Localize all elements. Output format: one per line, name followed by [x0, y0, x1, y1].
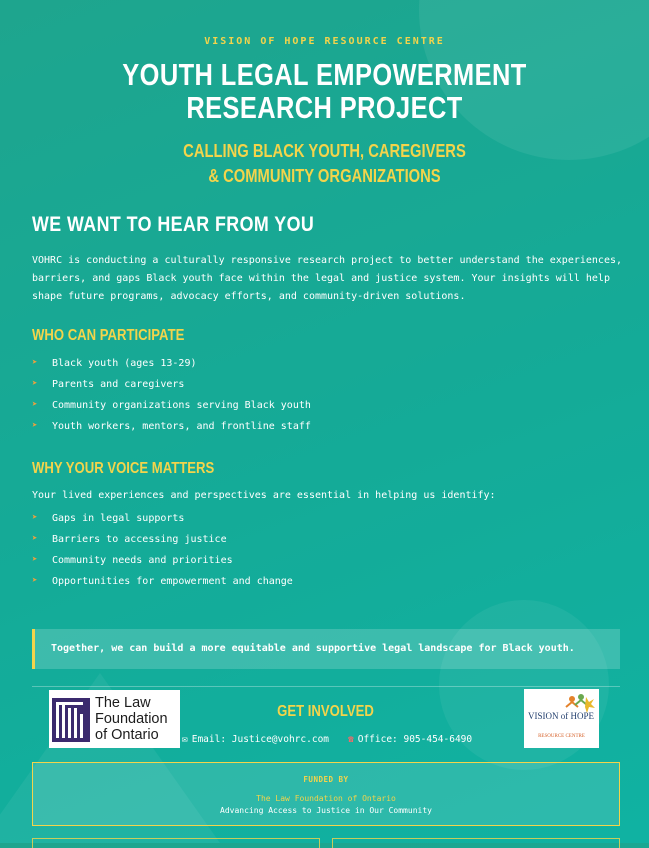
bottom-card-right	[332, 838, 620, 848]
arrow-right-icon: ➤	[32, 358, 38, 368]
funder-name: The Law Foundation of Ontario	[256, 794, 396, 803]
callout-text: Together, we can build a more equitable and supportive legal landscape for Black youth.	[51, 643, 575, 654]
voice-heading: WHY YOUR VOICE MATTERS	[32, 460, 215, 477]
email-contact[interactable]	[182, 734, 329, 745]
participate-list	[32, 353, 311, 437]
title-line-2: RESEARCH PROJECT	[186, 90, 463, 125]
list-item	[32, 571, 293, 592]
phone-contact[interactable]	[348, 734, 472, 745]
list-item	[32, 353, 311, 374]
intro-body: VOHRC is conducting a culturally responsive research project to better understand the experiences, barriers, and gaps Black youth face within the legal and justice system. Your insights will help shape future programs, advocacy efforts, and community-driven solutions.	[32, 255, 623, 302]
participate-heading: WHO CAN PARTICIPATE	[32, 327, 185, 344]
arrow-right-icon: ➤	[32, 421, 38, 431]
list-item	[32, 395, 311, 416]
arrow-right-icon: ➤	[32, 379, 38, 389]
intro-heading: WE WANT TO HEAR FROM YOU	[32, 213, 315, 236]
list-item	[32, 529, 293, 550]
arrow-right-icon: ➤	[32, 576, 38, 586]
org-name: VISION OF HOPE RESOURCE CENTRE	[204, 36, 445, 47]
funded-by-box	[32, 762, 620, 826]
list-item	[32, 508, 293, 529]
funder-tagline: Advancing Access to Justice in Our Community	[220, 806, 432, 815]
list-item-label: Community organizations serving Black youth	[52, 400, 311, 411]
funded-label: FUNDED BY	[303, 775, 349, 784]
list-item-label: Youth workers, mentors, and frontline staff	[52, 421, 311, 432]
law-foundation-wordmark: The Law Foundation of Ontario	[95, 695, 168, 743]
list-item-label: Opportunities for empowerment and change	[52, 576, 293, 587]
list-item-label: Gaps in legal supports	[52, 513, 185, 524]
callout-banner	[32, 629, 620, 669]
title-line-1: YOUTH LEGAL EMPOWERMENT	[122, 57, 527, 92]
list-item-label: Black youth (ages 13-29)	[52, 358, 197, 369]
email-text: Email: Justice@vohrc.com	[191, 734, 330, 745]
arrow-right-icon: ➤	[32, 513, 38, 523]
arrow-right-icon: ➤	[32, 400, 38, 410]
arrow-right-icon: ➤	[32, 555, 38, 565]
voice-lead: Your lived experiences and perspectives are essential in helping us identify:	[32, 490, 496, 501]
list-item	[32, 416, 311, 437]
subtitle	[58, 139, 590, 189]
list-item-label: Barriers to accessing justice	[52, 534, 227, 545]
arrow-right-icon: ➤	[32, 534, 38, 544]
phone-text: Office: 905-454-6490	[357, 734, 473, 745]
list-item	[32, 374, 311, 395]
list-item	[32, 550, 293, 571]
phone-icon: ☎	[348, 734, 354, 745]
list-item-label: Community needs and priorities	[52, 555, 233, 566]
subtitle-line-2: & COMMUNITY ORGANIZATIONS	[208, 166, 441, 186]
get-involved-heading: GET INVOLVED	[277, 703, 374, 720]
subtitle-line-1: CALLING BLACK YOUTH, CAREGIVERS	[183, 141, 466, 161]
vision-of-hope-logo: VISION of HOPE RESOURCE CENTRE	[524, 689, 599, 748]
divider	[32, 686, 620, 687]
bottom-card-left	[32, 838, 320, 848]
voice-list	[32, 508, 293, 592]
list-item-label: Parents and caregivers	[52, 379, 185, 390]
page-title	[58, 58, 590, 124]
envelope-icon: ✉	[182, 734, 188, 745]
